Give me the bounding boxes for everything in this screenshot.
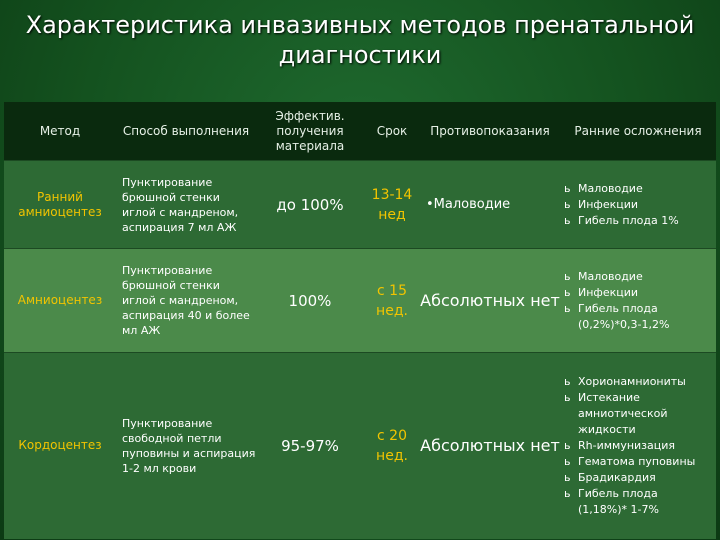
title-line-1: Характеристика инвазивных методов пренатальной (25, 11, 695, 39)
complications-cell (560, 249, 716, 353)
complication-item: ь Rh-иммунизация (564, 438, 676, 452)
way-cell: Пунктирование свободной петли пуповины и аспирация 1-2 мл крови (116, 353, 256, 539)
bullet-icon: ь (564, 374, 571, 388)
complication-item: ь Истекание (564, 390, 640, 404)
complications-list (564, 269, 716, 333)
complication-item: ь Гибель плода 1% (564, 213, 679, 227)
table-row (4, 249, 716, 353)
bullet-icon: ь (564, 486, 571, 500)
way-cell: Пунктирование брюшной стенки иглой с мандреном, аспирация 7 мл АЖ (116, 161, 256, 249)
page-title (0, 10, 720, 70)
methods-table (4, 102, 716, 539)
table-row (4, 353, 716, 539)
bullet-icon: ь (564, 269, 571, 283)
header-method: Метод (4, 102, 116, 161)
efficiency-cell: 100% (256, 249, 364, 353)
contraindications-cell: Абсолютных нет (420, 249, 560, 353)
complication-item: ь Хорионамниониты (564, 374, 686, 388)
bullet-icon: ь (564, 213, 571, 227)
method-cell: Амниоцентез (4, 249, 116, 353)
bullet-icon: ь (564, 390, 571, 404)
bullet-icon: ь (564, 197, 571, 211)
complication-item: ь Инфекции (564, 285, 639, 299)
method-cell: Ранний амниоцентез (4, 161, 116, 249)
contraindications-cell: Абсолютных нет (420, 353, 560, 539)
bullet-icon: ь (564, 454, 571, 468)
bullet-icon: ь (564, 438, 571, 452)
complication-item: ь Инфекции (564, 197, 639, 211)
contraindications-cell: •Маловодие (420, 161, 560, 249)
bullet-icon: ь (564, 470, 571, 484)
method-cell: Кордоцентез (4, 353, 116, 539)
bullet-icon: ь (564, 181, 571, 195)
header-contraindications: Противопоказания (420, 102, 560, 161)
complication-item: ь Гибель плода (564, 486, 658, 500)
term-cell: с 20 нед. (364, 353, 420, 539)
efficiency-cell: 95-97% (256, 353, 364, 539)
complication-item: ь Гибель плода (564, 301, 658, 315)
efficiency-cell: до 100% (256, 161, 364, 249)
complications-list (564, 181, 716, 229)
bullet-icon: ь (564, 301, 571, 315)
complications-cell (560, 161, 716, 249)
complication-item: (1,18%)* 1-7% (578, 502, 659, 516)
complication-item: ь Гематома пуповины (564, 454, 696, 468)
complication-item: ь Маловодие (564, 269, 643, 283)
header-complications: Ранние осложнения (560, 102, 716, 161)
term-cell: с 15 нед. (364, 249, 420, 353)
complication-item: амниотической жидкости (578, 406, 668, 436)
table-header-row (4, 102, 716, 161)
bullet-icon: ь (564, 285, 571, 299)
complication-item: ь Маловодие (564, 181, 643, 195)
title-line-2: диагностики (278, 41, 442, 69)
table-row (4, 161, 716, 249)
term-cell: 13-14 нед (364, 161, 420, 249)
complication-item: ь Брадикардия (564, 470, 656, 484)
header-efficiency: Эффектив. получения материала (256, 102, 364, 161)
header-way: Способ выполнения (116, 102, 256, 161)
header-term: Срок (364, 102, 420, 161)
way-cell: Пунктирование брюшной стенки иглой с мандреном, аспирация 40 и более мл АЖ (116, 249, 256, 353)
complications-cell (560, 353, 716, 539)
complication-item: (0,2%)*0,3-1,2% (578, 317, 670, 331)
complications-list (564, 374, 716, 518)
